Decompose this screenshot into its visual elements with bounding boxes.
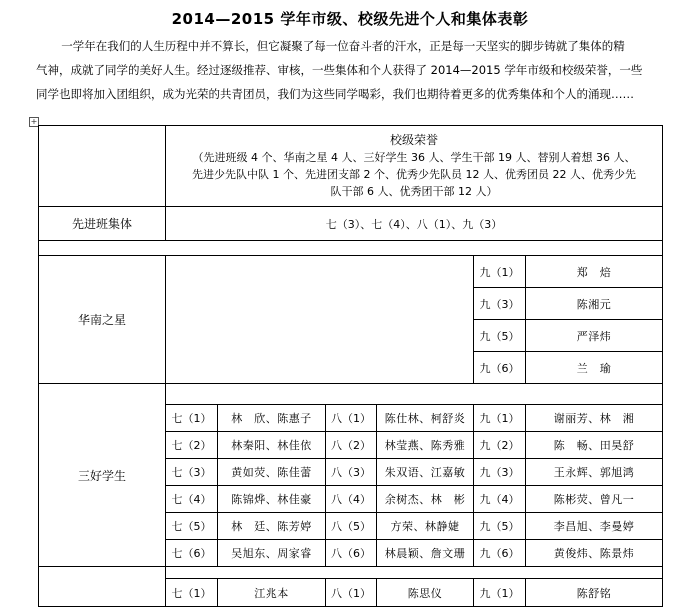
- student-names: 陈仕林、柯舒炎: [377, 405, 474, 432]
- class-cell: 九（6）: [474, 540, 526, 567]
- header-row: [39, 126, 663, 207]
- table-move-handle-icon[interactable]: +: [30, 117, 38, 126]
- intro-paragraph: [36, 34, 676, 106]
- huanan-star-row: [39, 256, 663, 288]
- student-names: 吴旭东、周家睿: [218, 540, 326, 567]
- spacer-cell: [39, 241, 663, 256]
- class-cell: 七（3）: [166, 459, 218, 486]
- category-label: 先进班集体: [39, 207, 166, 241]
- student-names: 林晨颖、詹文珊: [377, 540, 474, 567]
- class-cell: 八（5）: [326, 513, 377, 540]
- class-cell: 七（4）: [166, 486, 218, 513]
- class-cell: 九（5）: [474, 513, 526, 540]
- student-names: 黄如荧、陈佳蕾: [218, 459, 326, 486]
- intro-line: 气神，成就了同学的美好人生。经过逐级推荐、审核，一些集体和个人获得了 2014—2015 学年市级和校级荣誉，一些: [36, 63, 643, 77]
- spacer-row: [39, 384, 663, 405]
- spacer-cell: [166, 384, 663, 405]
- honor-table: [38, 125, 663, 607]
- student-name: 陈湘元: [526, 288, 663, 320]
- student-name: 兰 瑜: [526, 352, 663, 384]
- header-empty-cell: [39, 126, 166, 207]
- class-cell: 八（6）: [326, 540, 377, 567]
- student-names: 余树杰、林 彬: [377, 486, 474, 513]
- spacer-row: [39, 241, 663, 256]
- student-names: 陈思仪: [377, 579, 474, 607]
- student-names: 林莹燕、陈秀雅: [377, 432, 474, 459]
- empty-cell: [166, 256, 474, 384]
- class-cell: 九（5）: [474, 320, 526, 352]
- class-cell: 八（4）: [326, 486, 377, 513]
- class-cell: 七（6）: [166, 540, 218, 567]
- class-cell: 九（1）: [474, 405, 526, 432]
- document-title: 2014—2015 学年市级、校级先进个人和集体表彰: [171, 10, 529, 28]
- student-names: 谢丽芳、林 湘: [526, 405, 663, 432]
- intro-line: 同学也即将加入团组织，成为光荣的共青团员，我们为这些同学喝彩，我们也期待着更多的优秀集体和个人的涌现……: [36, 87, 634, 101]
- class-cell: 八（3）: [326, 459, 377, 486]
- class-cell: 九（3）: [474, 459, 526, 486]
- class-cell: 九（2）: [474, 432, 526, 459]
- class-cell: 九（4）: [474, 486, 526, 513]
- class-cell: 七（2）: [166, 432, 218, 459]
- class-cell: 七（5）: [166, 513, 218, 540]
- advanced-class-value: 七（3）、七（4）、八（1）、九（3）: [166, 207, 663, 241]
- student-names: 王永辉、郭旭鸿: [526, 459, 663, 486]
- header-title: 校级荣誉: [390, 133, 439, 147]
- student-names: 陈彬荧、曾凡一: [526, 486, 663, 513]
- class-cell: 八（1）: [326, 579, 377, 607]
- category-label-empty: [39, 567, 166, 607]
- student-name: 郑 焙: [526, 256, 663, 288]
- student-names: 陈舒铭: [526, 579, 663, 607]
- header-description: 队干部 6 人、优秀团干部 12 人）: [330, 185, 498, 198]
- student-names: 陈 畅、田昊舒: [526, 432, 663, 459]
- advanced-class-row: [39, 207, 663, 241]
- student-names: 江兆本: [218, 579, 326, 607]
- class-cell: 九（6）: [474, 352, 526, 384]
- spacer-row: [39, 567, 663, 579]
- spacer-cell: [166, 567, 663, 579]
- category-label: 三好学生: [39, 384, 166, 567]
- student-names: 林 廷、陈芳婷: [218, 513, 326, 540]
- header-description: （先进班级 4 个、华南之星 4 人、三好学生 36 人、学生干部 19 人、替别人着想 36 人、: [192, 151, 636, 164]
- student-names: 朱双语、江嘉敏: [377, 459, 474, 486]
- student-name: 严泽炜: [526, 320, 663, 352]
- category-label: 华南之星: [39, 256, 166, 384]
- student-names: 陈锦烨、林佳豪: [218, 486, 326, 513]
- header-description: 先进少先队中队 1 个、先进团支部 2 个、优秀少先队员 12 人、优秀团员 22 人、优秀少先: [192, 168, 637, 181]
- student-names: 李昌旭、李曼婷: [526, 513, 663, 540]
- class-cell: 七（1）: [166, 579, 218, 607]
- class-cell: 八（2）: [326, 432, 377, 459]
- student-names: 黄俊炜、陈景炜: [526, 540, 663, 567]
- class-cell: 九（3）: [474, 288, 526, 320]
- header-cell: [166, 126, 663, 207]
- class-cell: 九（1）: [474, 579, 526, 607]
- intro-line: 一学年在我们的人生历程中并不算长，但它凝聚了每一位奋斗者的汗水，正是每一天坚实的脚步铸就了集体的精: [61, 39, 625, 53]
- class-cell: 九（1）: [474, 256, 526, 288]
- student-names: 林 欣、陈惠子: [218, 405, 326, 432]
- student-names: 林秦阳、林佳依: [218, 432, 326, 459]
- class-cell: 八（1）: [326, 405, 377, 432]
- student-names: 方荣、林静婕: [377, 513, 474, 540]
- class-cell: 七（1）: [166, 405, 218, 432]
